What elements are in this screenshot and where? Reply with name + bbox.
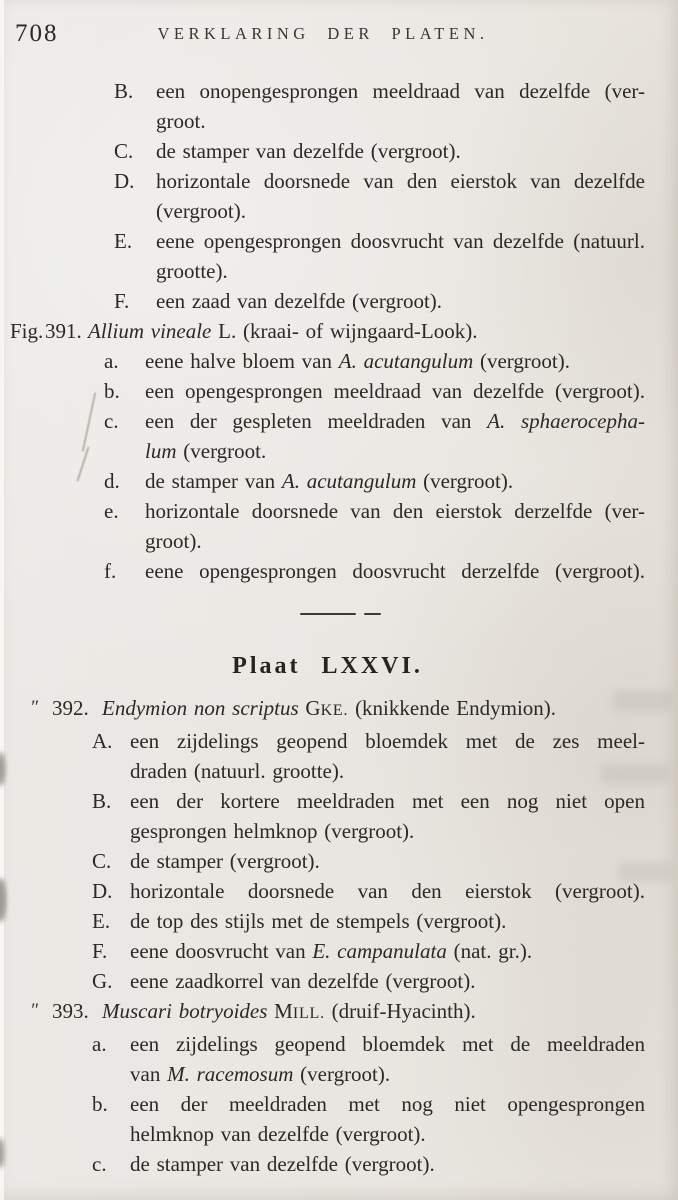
text-line	[130, 756, 645, 786]
item-marker: F.	[92, 939, 108, 963]
figure-label: ″	[30, 1000, 38, 1021]
text-segment: Allium vineale	[88, 319, 212, 343]
text-segment: horizontale doorsnede van den eierstok derzelfde (ver-	[145, 499, 645, 523]
list-item	[10, 496, 645, 556]
text-segment: M	[267, 999, 293, 1023]
page-number: 708	[15, 20, 59, 47]
list-item	[10, 76, 645, 136]
item-marker: D.	[92, 879, 113, 903]
list-item	[10, 726, 645, 786]
text-segment: een onopengesprongen meeldraad van dezelfde (ver-	[156, 79, 645, 103]
item-marker: F.	[114, 289, 130, 313]
text-segment: de stamper van dezelfde (vergroot).	[156, 139, 461, 163]
text-line	[130, 1059, 645, 1089]
text-segment: eene doosvrucht van	[130, 939, 313, 963]
text-segment: (vergroot).	[156, 199, 246, 223]
text-segment: eene opengesprongen doosvrucht van dezelfde (natuurl.	[156, 229, 645, 253]
item-marker: a.	[92, 1032, 107, 1056]
text-segment: helmknop van dezelfde (vergroot).	[130, 1122, 426, 1146]
text-segment: eene opengesprongen doosvrucht derzelfde (vergroot).	[145, 559, 645, 583]
text-segment: een zijdelings geopend bloemdek met de zes meel-	[130, 729, 645, 753]
text-line	[145, 466, 645, 496]
figure-label: Fig.	[10, 319, 44, 343]
entry-text	[145, 346, 645, 376]
list-item	[10, 376, 645, 406]
item-marker: e.	[104, 499, 119, 523]
text-segment: van	[130, 1062, 168, 1086]
text-segment: (vergroot).	[416, 469, 514, 493]
text-segment: een der meeldraden met nog niet opengesprongen	[130, 1092, 645, 1116]
text-line	[145, 346, 645, 376]
entry-text	[145, 466, 645, 496]
text-line	[145, 556, 645, 586]
divider-dash	[364, 613, 381, 615]
list-item	[10, 136, 645, 166]
text-segment: een der kortere meeldraden met een nog niet open	[130, 789, 645, 813]
figure-entry	[10, 693, 645, 726]
text-segment: een zijdelings geopend bloemdek met de meeldraden	[130, 1032, 645, 1056]
item-marker: C.	[92, 849, 112, 873]
figure-entry	[10, 996, 645, 1029]
text-line	[130, 786, 645, 816]
list-item	[10, 846, 645, 876]
text-segment: eene halve bloem van	[145, 349, 339, 373]
item-marker: B.	[92, 789, 112, 813]
plate-heading: Plaat LXXVI.	[232, 653, 423, 679]
item-marker: D.	[114, 169, 135, 193]
text-line	[145, 406, 645, 436]
text-segment: een opengesprongen meeldraad van dezelfde (vergroot).	[145, 379, 645, 403]
item-marker: E.	[92, 909, 111, 933]
text-line	[156, 286, 645, 316]
entry-text	[130, 1149, 645, 1179]
text-segment: de top des stijls met de stempels (vergroot).	[130, 909, 507, 933]
scan-smudge	[0, 878, 6, 922]
text-line	[130, 846, 645, 876]
list-item	[10, 466, 645, 496]
text-line	[130, 816, 645, 846]
entry-text	[156, 226, 645, 286]
text-segment: L. (kraai- of wijngaard-Look).	[211, 319, 478, 343]
list-item	[10, 556, 645, 586]
text-segment: (vergroot).	[473, 349, 570, 373]
text-line	[130, 966, 645, 996]
list-item	[10, 966, 645, 996]
item-marker: C.	[114, 139, 134, 163]
text-segment: groot.	[156, 109, 206, 133]
text-segment: ILL.	[292, 1005, 325, 1022]
item-marker: G.	[92, 969, 113, 993]
figure-number: 393.	[52, 999, 89, 1023]
text-line	[156, 136, 645, 166]
item-marker: c.	[104, 409, 119, 433]
list-item	[10, 286, 645, 316]
text-line	[130, 1119, 645, 1149]
text-segment: gesprongen helmknop (vergroot).	[130, 819, 415, 843]
text-line	[156, 226, 645, 256]
entry-text	[145, 376, 645, 406]
text-segment: (knikkende Endymion).	[348, 696, 557, 720]
text-segment: A. acutangulum	[338, 349, 474, 373]
text-line	[130, 726, 645, 756]
item-marker: f.	[104, 559, 117, 583]
list-item	[10, 226, 645, 286]
section-divider	[10, 612, 645, 615]
entry-text	[102, 996, 645, 1029]
text-segment: Muscari botryoides	[102, 999, 268, 1023]
text-segment: (vergroot).	[293, 1062, 391, 1086]
entry-text	[130, 906, 645, 936]
page-header-row	[0, 18, 678, 52]
text-segment: (druif-Hyacinth).	[324, 999, 476, 1023]
text-line	[145, 526, 645, 556]
text-line	[156, 196, 645, 226]
text-line	[145, 436, 645, 466]
text-line	[130, 1029, 645, 1059]
text-segment: lum	[145, 439, 177, 463]
text-segment: de stamper (vergroot).	[130, 849, 320, 873]
text-segment: een zaad van dezelfde (vergroot).	[156, 289, 443, 313]
entry-text	[156, 76, 645, 136]
scan-edge-strip	[0, 0, 4, 1200]
item-marker: b.	[104, 379, 120, 403]
list-item	[10, 1089, 645, 1149]
list-item	[10, 876, 645, 906]
text-line	[130, 936, 645, 966]
text-segment: E. campanulata	[312, 939, 447, 963]
scan-smudge	[0, 752, 5, 786]
entry-text	[145, 556, 645, 586]
text-segment: een der gespleten meeldraden van	[145, 409, 488, 433]
text-line	[130, 906, 645, 936]
entry-text	[156, 286, 645, 316]
list-item	[10, 346, 645, 376]
entry-text	[102, 693, 645, 726]
figure-number: 392.	[52, 696, 89, 720]
item-marker: A.	[92, 729, 113, 753]
text-line	[156, 166, 645, 196]
text-segment: groot).	[145, 529, 202, 553]
text-line	[102, 693, 645, 726]
text-line	[145, 376, 645, 406]
running-header: VERKLARING DER PLATEN.	[157, 24, 489, 43]
item-marker: E.	[114, 229, 133, 253]
text-segment: (vergroot.	[176, 439, 267, 463]
text-segment: horizontale doorsnede van den eierstok (vergroot).	[130, 879, 645, 903]
text-line	[130, 1089, 645, 1119]
entry-text	[130, 1029, 645, 1089]
text-segment: eene zaadkorrel van dezelfde (vergroot).	[130, 969, 476, 993]
entry-text	[145, 496, 645, 556]
text-segment: A. acutangulum	[281, 469, 417, 493]
list-item	[10, 166, 645, 226]
figure-label: ″	[30, 697, 38, 718]
entry-text	[130, 726, 645, 786]
item-marker: a.	[104, 349, 119, 373]
text-segment: horizontale doorsnede van den eierstok van dezelfde	[156, 169, 645, 193]
list-item	[10, 906, 645, 936]
text-segment: A. sphaerocepha-	[487, 409, 645, 433]
entry-text	[156, 136, 645, 166]
text-line	[102, 996, 645, 1029]
text-segment: M. racemosum	[167, 1062, 294, 1086]
list-item	[10, 1029, 645, 1089]
text-segment: de stamper van	[145, 469, 282, 493]
entry-text	[88, 316, 645, 346]
text-line	[145, 496, 645, 526]
entry-text	[130, 846, 645, 876]
text-segment: de stamper van dezelfde (vergroot).	[130, 1152, 435, 1176]
list-item	[10, 936, 645, 966]
list-item	[10, 1149, 645, 1179]
text-line	[156, 76, 645, 106]
entry-text	[156, 166, 645, 226]
figure-entry	[10, 316, 645, 346]
explanation-list	[10, 76, 645, 1179]
item-marker: c.	[92, 1152, 107, 1176]
text-line	[130, 876, 645, 906]
entry-text	[145, 406, 645, 466]
entry-text	[130, 1089, 645, 1149]
text-line	[156, 256, 645, 286]
text-segment: grootte).	[156, 259, 228, 283]
divider-dash	[300, 613, 356, 615]
entry-text	[130, 966, 645, 996]
figure-number: 391.	[45, 319, 82, 343]
entry-text	[130, 936, 645, 966]
text-segment: draden (natuurl. grootte).	[130, 759, 345, 783]
text-line	[156, 106, 645, 136]
entry-text	[130, 786, 645, 846]
item-marker: B.	[114, 79, 134, 103]
list-item	[10, 786, 645, 846]
text-segment: G	[298, 696, 321, 720]
text-segment: (nat. gr.).	[446, 939, 533, 963]
text-segment: KE.	[320, 702, 349, 719]
item-marker: b.	[92, 1092, 108, 1116]
list-item	[10, 406, 645, 466]
text-segment: Endymion non scriptus	[102, 696, 299, 720]
text-line	[88, 316, 645, 346]
entry-text	[130, 876, 645, 906]
item-marker: d.	[104, 469, 120, 493]
text-line	[130, 1149, 645, 1179]
